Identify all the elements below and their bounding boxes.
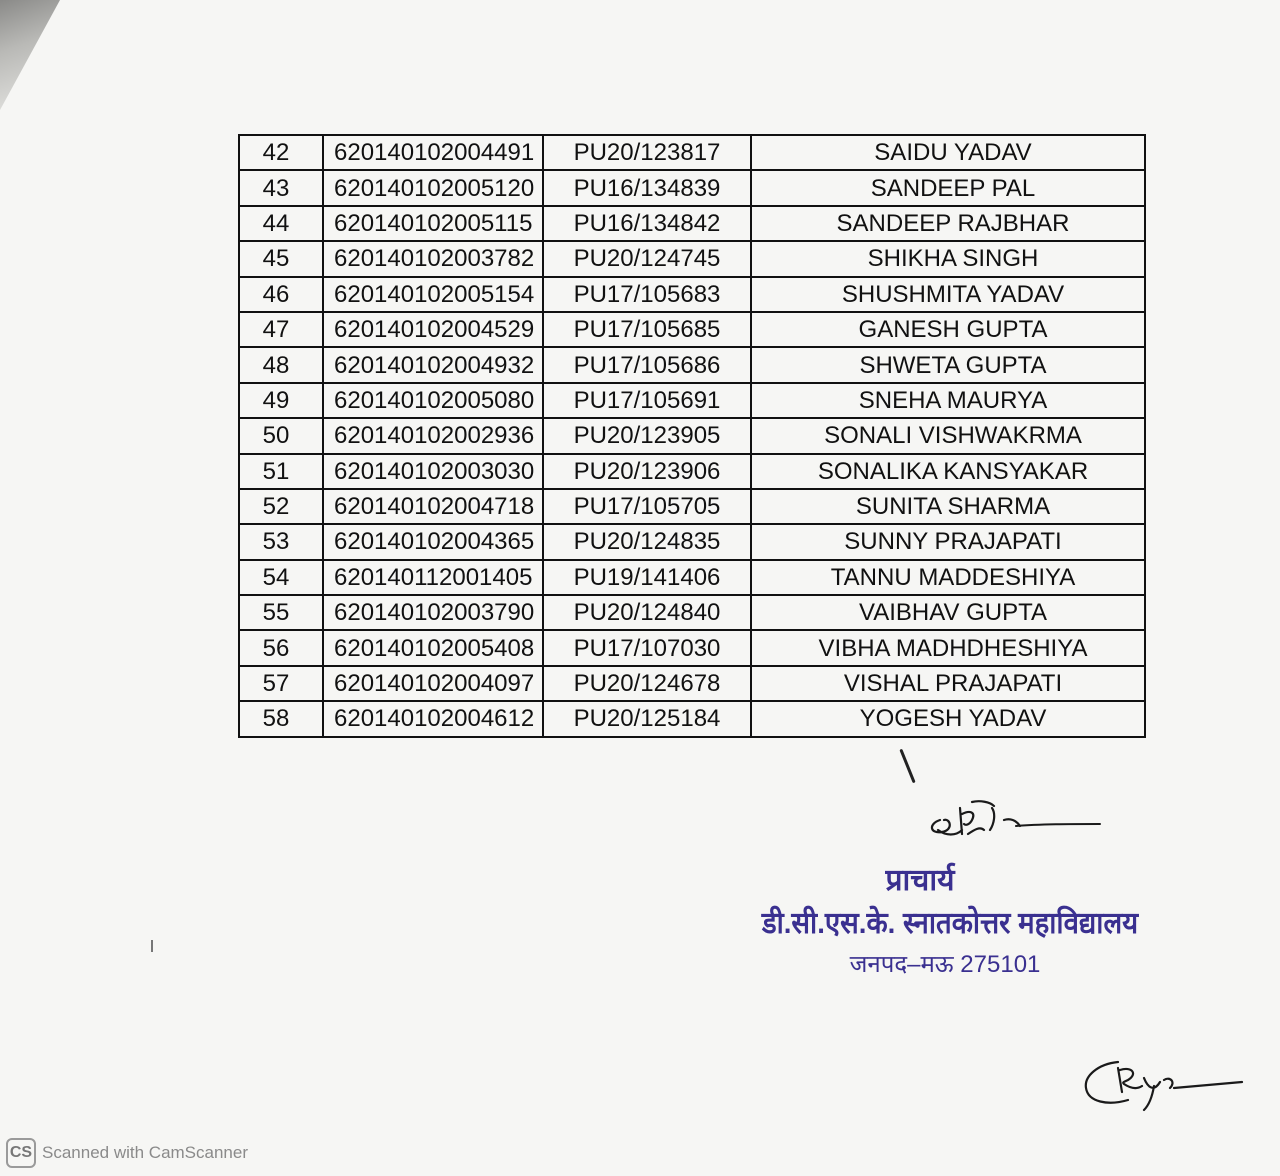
serial-number-cell: 55 <box>239 595 323 630</box>
table-row <box>239 666 1145 701</box>
roll-number-cell: PU20/124678 <box>543 666 751 701</box>
stamp-place: जनपद–मऊ 275101 <box>849 951 1041 978</box>
enrollment-number-cell: 620140102005120 <box>323 170 543 205</box>
roll-number-cell: PU17/105705 <box>543 489 751 524</box>
camscanner-footer <box>6 1138 248 1168</box>
camscanner-logo-icon: CS <box>6 1138 36 1168</box>
student-name-cell: VISHAL PRAJAPATI <box>751 666 1145 701</box>
enrollment-number-cell: 620140102004612 <box>323 701 543 736</box>
enrollment-number-cell: 620140112001405 <box>323 560 543 595</box>
student-name-cell: SONALI VISHWAKRMA <box>751 418 1145 453</box>
enrollment-number-cell: 620140102003782 <box>323 241 543 276</box>
serial-number-cell: 46 <box>239 277 323 312</box>
student-name-cell: VIBHA MADHDHESHIYA <box>751 630 1145 665</box>
serial-number-cell: 57 <box>239 666 323 701</box>
enrollment-number-cell: 620140102004932 <box>323 347 543 382</box>
table-row <box>239 347 1145 382</box>
roll-number-cell: PU20/124835 <box>543 524 751 559</box>
stray-mark <box>151 940 153 952</box>
student-name-cell: SONALIKA KANSYAKAR <box>751 454 1145 489</box>
student-name-cell: SHUSHMITA YADAV <box>751 277 1145 312</box>
student-name-cell: GANESH GUPTA <box>751 312 1145 347</box>
serial-number-cell: 44 <box>239 206 323 241</box>
student-name-cell: SANDEEP RAJBHAR <box>751 206 1145 241</box>
tick-mark <box>899 749 915 784</box>
student-name-cell: VAIBHAV GUPTA <box>751 595 1145 630</box>
enrollment-number-cell: 620140102004365 <box>323 524 543 559</box>
table-body <box>239 135 1145 737</box>
roll-number-cell: PU20/123906 <box>543 454 751 489</box>
student-roll-table <box>238 134 1146 738</box>
roll-number-cell: PU19/141406 <box>543 560 751 595</box>
serial-number-cell: 49 <box>239 383 323 418</box>
table-row <box>239 135 1145 170</box>
table-row <box>239 241 1145 276</box>
serial-number-cell: 53 <box>239 524 323 559</box>
table-row <box>239 418 1145 453</box>
serial-number-cell: 52 <box>239 489 323 524</box>
enrollment-number-cell: 620140102003790 <box>323 595 543 630</box>
enrollment-number-cell: 620140102002936 <box>323 418 543 453</box>
student-name-cell: SNEHA MAURYA <box>751 383 1145 418</box>
stamp-title: प्राचार्य <box>885 864 955 897</box>
roll-number-cell: PU20/123817 <box>543 135 751 170</box>
serial-number-cell: 43 <box>239 170 323 205</box>
enrollment-number-cell: 620140102003030 <box>323 454 543 489</box>
table-row <box>239 524 1145 559</box>
table-row <box>239 383 1145 418</box>
student-name-cell: SHWETA GUPTA <box>751 347 1145 382</box>
student-name-cell: SUNITA SHARMA <box>751 489 1145 524</box>
roll-number-cell: PU16/134839 <box>543 170 751 205</box>
stamp-college-name: डी.सी.एस.के. स्नातकोत्तर महाविद्यालय <box>761 907 1139 940</box>
roll-number-cell: PU16/134842 <box>543 206 751 241</box>
table-row <box>239 701 1145 736</box>
serial-number-cell: 42 <box>239 135 323 170</box>
table-row <box>239 454 1145 489</box>
enrollment-number-cell: 620140102004529 <box>323 312 543 347</box>
roll-number-cell: PU20/124840 <box>543 595 751 630</box>
roll-number-cell: PU20/124745 <box>543 241 751 276</box>
table-row <box>239 312 1145 347</box>
enrollment-number-cell: 620140102004491 <box>323 135 543 170</box>
table-row <box>239 630 1145 665</box>
enrollment-number-cell: 620140102004718 <box>323 489 543 524</box>
camscanner-text: Scanned with CamScanner <box>42 1143 249 1162</box>
enrollment-number-cell: 620140102005408 <box>323 630 543 665</box>
roll-number-cell: PU17/105686 <box>543 347 751 382</box>
student-name-cell: SHIKHA SINGH <box>751 241 1145 276</box>
table-row <box>239 595 1145 630</box>
student-name-cell: SUNNY PRAJAPATI <box>751 524 1145 559</box>
page-fold-shadow <box>0 0 60 110</box>
initials-signature <box>1078 1048 1248 1123</box>
roll-number-cell: PU17/107030 <box>543 630 751 665</box>
table-row <box>239 560 1145 595</box>
serial-number-cell: 47 <box>239 312 323 347</box>
roll-number-cell: PU17/105685 <box>543 312 751 347</box>
serial-number-cell: 56 <box>239 630 323 665</box>
serial-number-cell: 45 <box>239 241 323 276</box>
enrollment-number-cell: 620140102004097 <box>323 666 543 701</box>
enrollment-number-cell: 620140102005080 <box>323 383 543 418</box>
student-name-cell: SAIDU YADAV <box>751 135 1145 170</box>
principal-stamp <box>730 860 1170 984</box>
roll-number-cell: PU20/123905 <box>543 418 751 453</box>
roll-number-cell: PU17/105683 <box>543 277 751 312</box>
enrollment-number-cell: 620140102005115 <box>323 206 543 241</box>
roll-number-cell: PU17/105691 <box>543 383 751 418</box>
table-row <box>239 277 1145 312</box>
table-row <box>239 206 1145 241</box>
table-row <box>239 489 1145 524</box>
serial-number-cell: 48 <box>239 347 323 382</box>
serial-number-cell: 51 <box>239 454 323 489</box>
student-name-cell: TANNU MADDESHIYA <box>751 560 1145 595</box>
table-row <box>239 170 1145 205</box>
student-name-cell: SANDEEP PAL <box>751 170 1145 205</box>
serial-number-cell: 54 <box>239 560 323 595</box>
roll-number-cell: PU20/125184 <box>543 701 751 736</box>
serial-number-cell: 58 <box>239 701 323 736</box>
principal-signature <box>920 790 1110 855</box>
student-name-cell: YOGESH YADAV <box>751 701 1145 736</box>
serial-number-cell: 50 <box>239 418 323 453</box>
enrollment-number-cell: 620140102005154 <box>323 277 543 312</box>
